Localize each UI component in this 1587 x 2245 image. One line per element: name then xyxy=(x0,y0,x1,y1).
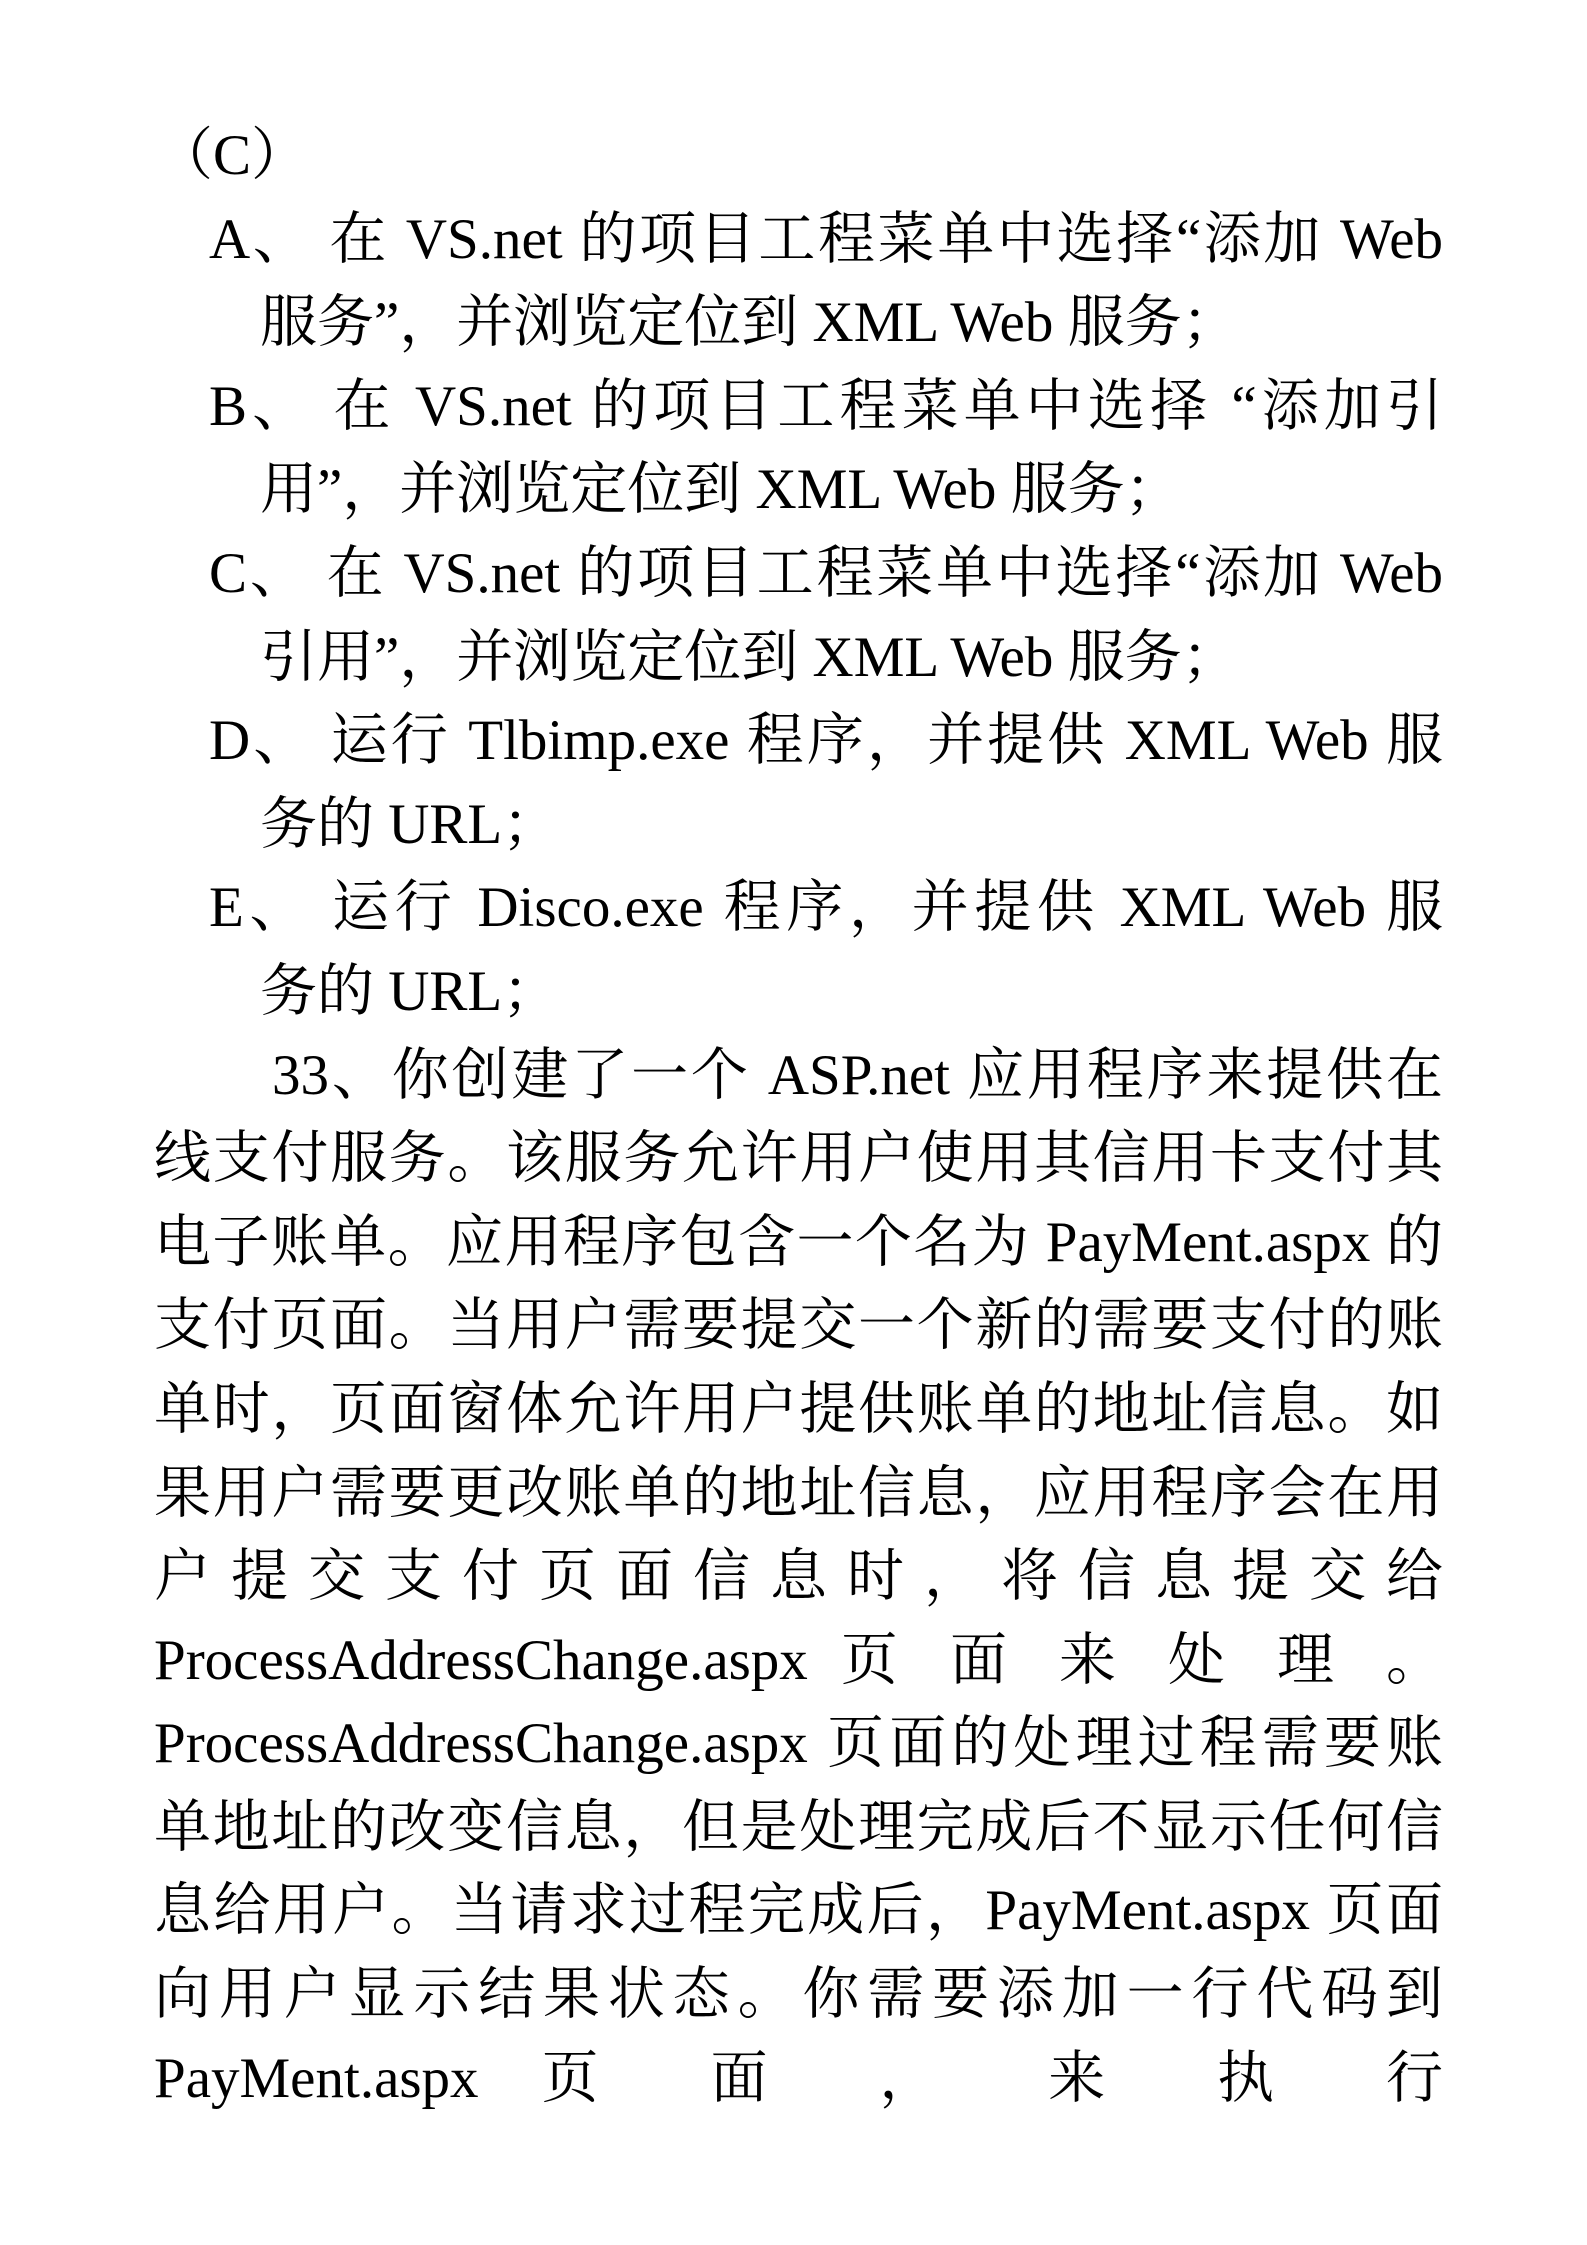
question-line: PayMent.aspx 页 面 ， 来 执 行 xyxy=(154,2046,1443,2110)
question-line: 单时，页面窗体允许用户提供账单的地址信息。如 xyxy=(154,1377,1443,1441)
question-line: 33、你创建了一个 ASP.net 应用程序来提供在 xyxy=(272,1043,1443,1107)
question-line: 线支付服务。该服务允许用户使用其信用卡支付其 xyxy=(154,1127,1443,1191)
question-line: 户 提 交 支 付 页 面 信 息 时 ， 将 信 息 提 交 给 xyxy=(154,1545,1443,1609)
option-d-line2: 务的 URL； xyxy=(260,792,560,856)
answer-label: （C） xyxy=(156,124,309,187)
option-e-line2: 务的 URL； xyxy=(260,959,560,1023)
option-a-line2: 服务”，并浏览定位到 XML Web 服务； xyxy=(260,291,1239,355)
question-line: 果用户需要更改账单的地址信息，应用程序会在用 xyxy=(154,1461,1443,1525)
question-line: 息给用户。当请求过程完成后，PayMent.aspx 页面 xyxy=(154,1879,1443,1943)
option-e-line1: E、 运行 Disco.exe 程序，并提供 XML Web 服 xyxy=(209,876,1443,940)
option-c-line1: C、 在 VS.net 的项目工程菜单中选择“添加 Web xyxy=(209,541,1443,605)
option-a-line1: A、 在 VS.net 的项目工程菜单中选择“添加 Web xyxy=(209,207,1443,271)
document-page xyxy=(0,114,1587,2120)
question-line: 支付页面。当用户需要提交一个新的需要支付的账 xyxy=(154,1294,1443,1358)
option-b-line2: 用”，并浏览定位到 XML Web 服务； xyxy=(260,458,1182,522)
option-d-line1: D、 运行 Tlbimp.exe 程序，并提供 XML Web 服 xyxy=(209,709,1443,773)
option-c-line2: 引用”，并浏览定位到 XML Web 服务； xyxy=(260,625,1239,689)
question-line: ProcessAddressChange.aspx 页面的处理过程需要账 xyxy=(154,1712,1443,1776)
question-line: 电子账单。应用程序包含一个名为 PayMent.aspx 的 xyxy=(154,1210,1443,1274)
question-line: ProcessAddressChange.aspx 页 面 来 处 理 。 xyxy=(154,1628,1443,1692)
question-line: 向用户显示结果状态。你需要添加一行代码到 xyxy=(154,1963,1443,2027)
option-b-line1: B、 在 VS.net 的项目工程菜单中选择 “添加引 xyxy=(209,374,1443,438)
question-line: 单地址的改变信息，但是处理完成后不显示任何信 xyxy=(154,1795,1443,1859)
